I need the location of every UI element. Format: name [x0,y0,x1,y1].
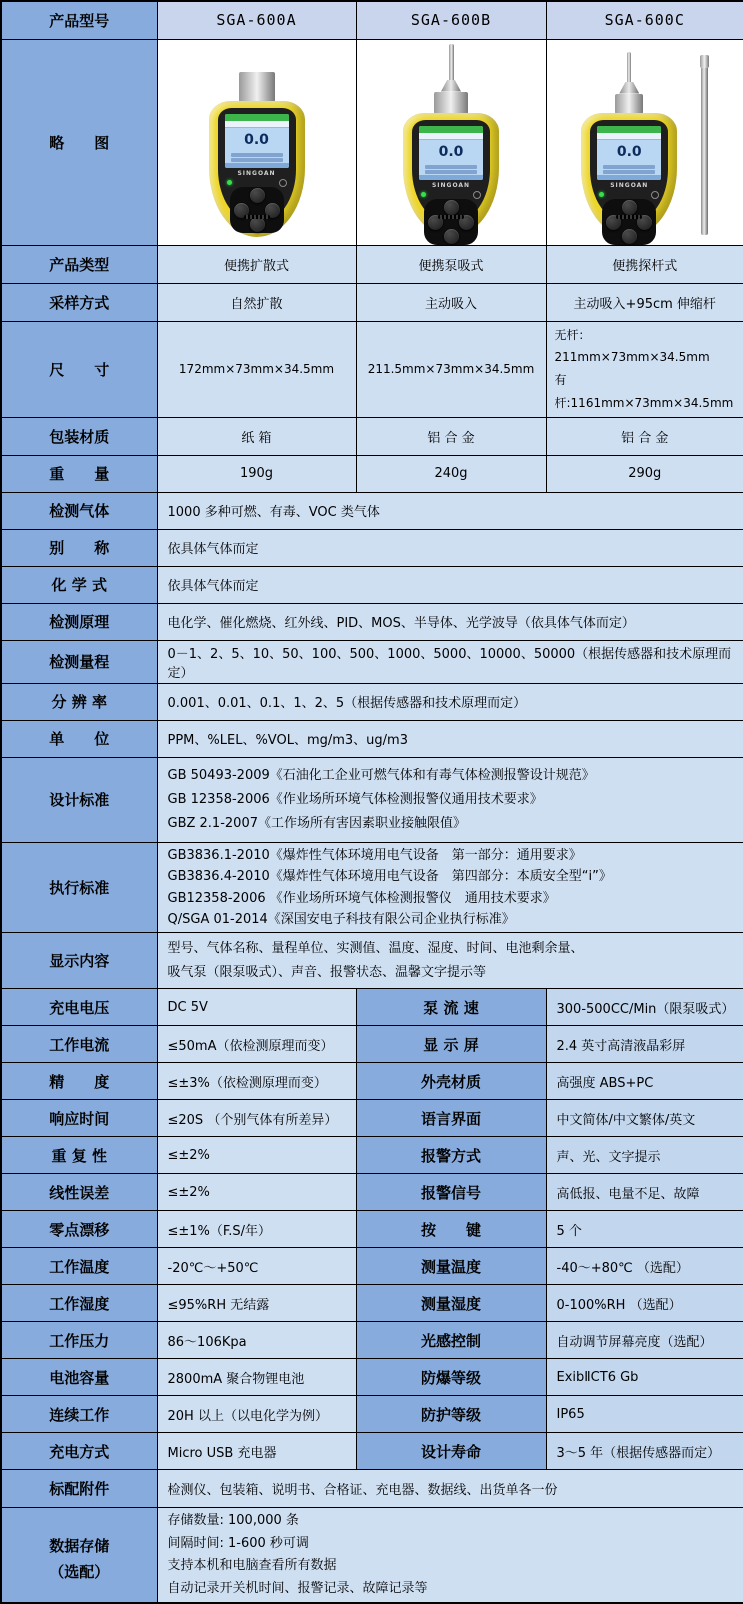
spec-value: 190g [157,455,356,492]
table-row [1,1433,743,1470]
product-photo-sga-600b [403,44,499,237]
sensor-cap [434,92,468,114]
table-row [1,842,743,933]
spec-label: 检测气体 [1,492,157,529]
spec-label-model: 产品型号 [1,1,157,39]
spec-label-sketch: 略 图 [1,39,157,245]
screen-header-bar [597,126,661,133]
speaker-grille [616,215,642,219]
power-icon [473,191,481,199]
enter-button [622,229,637,244]
spec-label: 数据存储 （选配） [1,1508,157,1603]
sensor-cap [615,94,643,114]
table-row [1,245,743,283]
spec-value: ≤±2% [157,1137,356,1174]
model-header-sga-600c: SGA-600C [546,1,743,39]
telescopic-rod [701,67,708,235]
spec-value: 中文简体/中文繁体/英文 [546,1100,743,1137]
sensor-cap [239,72,275,102]
brand-label: SINGOAN [431,181,471,189]
spec-value: 检测仪、包装箱、说明书、合格证、充电器、数据线、出货单各一份 [157,1470,743,1508]
probe-cone [619,82,639,94]
screen-status-bar [419,133,483,140]
spec-label: 语言界面 [356,1100,546,1137]
table-row [1,1211,743,1248]
table-row [1,1100,743,1137]
spec-value: GB3836.1-2010《爆炸性气体环境用电气设备 第一部分：通用要求》 GB3836.4-2010《爆炸性气体环境用电气设备 第四部分：本质安全型“i”》 GB12358-2006 《作业场所环境气体检测报警仪 通用技术要求》 Q/SGA 01-2014《深国安电子科技有限公司企业执行标准》 [157,842,743,933]
spec-value: 便携泵吸式 [356,245,546,283]
power-icon [651,191,659,199]
spec-value: ≤±1%（F.S/年） [157,1211,356,1248]
product-photo-cell [546,39,743,245]
table-row [1,417,743,455]
spec-value: ≤20S （个别气体有所差异） [157,1100,356,1137]
speaker-grille [438,215,464,219]
spec-value: 声、光、文字提示 [546,1137,743,1174]
spec-value: 86～106Kpa [157,1322,356,1359]
table-row [1,683,743,720]
table-row [1,455,743,492]
spec-value: -20℃～+50℃ [157,1248,356,1285]
spec-label: 报警信号 [356,1174,546,1211]
device-body [581,113,677,237]
probe-cone [441,80,461,92]
spec-value: IP65 [546,1396,743,1433]
model-header-sga-600b: SGA-600B [356,1,546,39]
screen-reading: 0.0 [438,143,464,160]
spec-value: 172mm×73mm×34.5mm [157,321,356,417]
spec-value: 290g [546,455,743,492]
spec-value: 自动调节屏幕亮度（选配） [546,1322,743,1359]
table-row [1,720,743,757]
screen-info-row [603,170,655,174]
spec-label: 别 称 [1,529,157,566]
spec-label: 显示内容 [1,933,157,989]
product-photo-sga-600c [581,52,677,237]
spec-label: 电池容量 [1,1359,157,1396]
spec-label: 采样方式 [1,283,157,321]
screen-time-bar [419,175,483,180]
spec-value: 依具体气体而定 [157,529,743,566]
product-photo-cell [356,39,546,245]
probe-rod [449,44,454,80]
menu-button [250,188,265,203]
spec-label: 防爆等级 [356,1359,546,1396]
spec-label: 重 量 [1,455,157,492]
spec-label: 按 键 [356,1211,546,1248]
spec-label: 泵 流 速 [356,989,546,1026]
table-row [1,1137,743,1174]
screen-time-bar [597,175,661,180]
led-indicator [421,192,426,197]
spec-value: 依具体气体而定 [157,566,743,603]
table-row [1,1248,743,1285]
spec-value: 型号、气体名称、量程单位、实测值、温度、湿度、时间、电池剩余量、 吸气泵（限泵吸式）、声音、报警状态、温馨文字提示等 [157,933,743,989]
spec-value: 铝 合 金 [356,417,546,455]
spec-label: 执行标准 [1,842,157,933]
screen-status-bar [597,133,661,140]
spec-value: 存储数量: 100,000 条 间隔时间: 1-600 秒可调 支持本机和电脑查看所有数据 自动记录开关机时间、报警记录、故障记录等 [157,1508,743,1603]
table-row [1,1396,743,1433]
spec-label: 检测原理 [1,603,157,640]
device-keypad [602,199,656,245]
led-indicator [599,192,604,197]
table-row [1,1,743,39]
spec-value: ≤50mA（依检测原理而变） [157,1026,356,1063]
spec-label: 防护等级 [356,1396,546,1433]
spec-label: 产品类型 [1,245,157,283]
spec-label: 测量湿度 [356,1285,546,1322]
spec-label: 工作电流 [1,1026,157,1063]
spec-value: 铝 合 金 [546,417,743,455]
spec-value: ≤±3%（依检测原理而变） [157,1063,356,1100]
spec-value: ≤±2% [157,1174,356,1211]
spec-value: 主动吸入 [356,283,546,321]
screen-reading: 0.0 [616,143,642,160]
screen-header-bar [419,126,483,133]
spec-value: 便携探杆式 [546,245,743,283]
spec-value: 高强度 ABS+PC [546,1063,743,1100]
spec-value: 自然扩散 [157,283,356,321]
spec-value: 0-100%RH （选配） [546,1285,743,1322]
device-keypad [424,199,478,245]
spec-value: 3～5 年（根据传感器而定） [546,1433,743,1470]
screen-status-bar [225,121,289,128]
spec-value: 20H 以上（以电化学为例） [157,1396,356,1433]
spec-label: 外壳材质 [356,1063,546,1100]
spec-value: 300-500CC/Min（限泵吸式） [546,989,743,1026]
spec-value: 0.001、0.01、0.1、1、2、5（根据传感器和技术原理而定） [157,683,743,720]
spec-label: 报警方式 [356,1137,546,1174]
device-screen [419,126,483,180]
spec-value: ≤95%RH 无结露 [157,1285,356,1322]
enter-button [444,229,459,244]
enter-button [250,217,265,232]
table-row [1,39,743,245]
screen-info-row [231,153,283,157]
brand-label: SINGOAN [610,181,649,189]
spec-value: 2800mA 聚合物锂电池 [157,1359,356,1396]
table-row [1,492,743,529]
table-row [1,1174,743,1211]
spec-value: 无杆：211mm×73mm×34.5mm 有杆:1161mm×73mm×34.5mm [546,321,743,417]
screen-header-bar [225,114,289,121]
spec-value: 211.5mm×73mm×34.5mm [356,321,546,417]
device-body [403,113,499,237]
menu-button [444,200,459,215]
spec-label: 包装材质 [1,417,157,455]
spec-value: 2.4 英寸高清液晶彩屏 [546,1026,743,1063]
spec-label: 工作压力 [1,1322,157,1359]
spec-value: DC 5V [157,989,356,1026]
table-row [1,1322,743,1359]
product-photo-cell [157,39,356,245]
screen-time-bar [225,163,289,168]
spec-label: 响应时间 [1,1100,157,1137]
spec-label: 线性误差 [1,1174,157,1211]
device-screen [597,126,661,180]
table-row [1,1285,743,1322]
spec-value: ExibⅡCT6 Gb [546,1359,743,1396]
table-row [1,529,743,566]
screen-info-row [603,165,655,169]
spec-value: PPM、%LEL、%VOL、mg/m3、ug/m3 [157,720,743,757]
table-row [1,640,743,683]
spec-label: 精 度 [1,1063,157,1100]
table-row [1,283,743,321]
spec-value: 纸 箱 [157,417,356,455]
led-indicator [227,180,232,185]
spec-label: 光感控制 [356,1322,546,1359]
device-keypad [230,187,284,233]
spec-label: 显 示 屏 [356,1026,546,1063]
model-header-sga-600a: SGA-600A [157,1,356,39]
table-row [1,757,743,842]
spec-value: Micro USB 充电器 [157,1433,356,1470]
table-row [1,933,743,989]
spec-label: 工作温度 [1,1248,157,1285]
spec-label: 重 复 性 [1,1137,157,1174]
spec-label: 尺 寸 [1,321,157,417]
spec-value: 5 个 [546,1211,743,1248]
spec-label: 连续工作 [1,1396,157,1433]
table-row [1,1359,743,1396]
spec-value: 1000 多种可燃、有毒、VOC 类气体 [157,492,743,529]
spec-label: 工作湿度 [1,1285,157,1322]
spec-label: 充电电压 [1,989,157,1026]
spec-label: 设计寿命 [356,1433,546,1470]
spec-label: 充电方式 [1,1433,157,1470]
table-row [1,1508,743,1603]
screen-reading: 0.0 [244,131,269,148]
spec-label: 单 位 [1,720,157,757]
spec-label: 设计标准 [1,757,157,842]
spec-label: 分 辨 率 [1,683,157,720]
spec-label: 零点漂移 [1,1211,157,1248]
screen-info-row [425,170,477,174]
spec-value: 0－1、2、5、10、50、100、500、1000、5000、10000、50000（根据传感器和技术原理而定） [157,640,743,683]
table-row [1,566,743,603]
spec-label: 测量温度 [356,1248,546,1285]
spec-value: -40～+80℃ （选配） [546,1248,743,1285]
spec-value: 主动吸入+95cm 伸缩杆 [546,283,743,321]
spec-value: GB 50493-2009《石油化工企业可燃气体和有毒气体检测报警设计规范》 GB 12358-2006《作业场所环境气体检测报警仪通用技术要求》 GBZ 2.1-2007《工作场所有害因素职业接触限值》 [157,757,743,842]
table-row [1,1470,743,1508]
spec-value: 240g [356,455,546,492]
device-screen [225,114,289,168]
power-icon [279,179,287,187]
spec-value: 高低报、电量不足、故障 [546,1174,743,1211]
spec-label: 化 学 式 [1,566,157,603]
menu-button [622,200,637,215]
table-row [1,603,743,640]
table-row [1,1063,743,1100]
spec-label: 检测量程 [1,640,157,683]
spec-label: 标配附件 [1,1470,157,1508]
device-body [209,101,305,237]
table-row [1,321,743,417]
table-row [1,1026,743,1063]
spec-value: 便携扩散式 [157,245,356,283]
screen-info-row [231,158,283,162]
speaker-grille [244,215,270,219]
table-row [1,989,743,1026]
spec-value: 电化学、催化燃烧、红外线、PID、MOS、半导体、光学波导（依具体气体而定） [157,603,743,640]
product-photo-sga-600a [209,72,305,237]
screen-info-row [425,165,477,169]
brand-label: SINGOAN [237,169,276,177]
probe-rod [627,52,631,82]
